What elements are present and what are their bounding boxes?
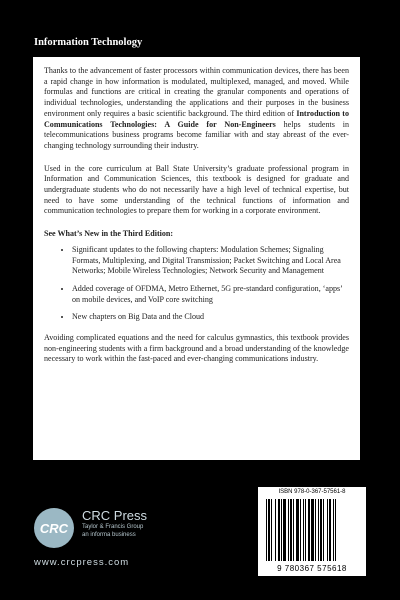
book-title: Introduction to Communications Technologies: A Guide for Non-Engineers xyxy=(44,108,349,129)
publisher-url[interactable]: www.crcpress.com xyxy=(34,557,130,568)
publisher-tagline: an informa business xyxy=(82,532,136,538)
barcode-digits: 9 780367 575618 xyxy=(277,564,347,573)
publisher-group: Taylor & Francis Group xyxy=(82,524,144,530)
category-label: Information Technology xyxy=(34,37,143,48)
description-paragraph-3: Avoiding complicated equations and the need for calculus gymnastics, this textbook provides non-engineering students with a firm background and a broad understanding of the knowledge necessary to work within the fast-paced and ever-changing communications industry. xyxy=(44,333,349,364)
description-paragraph-1 xyxy=(44,66,349,152)
new-features-list xyxy=(44,245,349,323)
publisher-name: CRC Press xyxy=(82,508,148,523)
list-item: • Added coverage of OFDMA, Metro Ethernet, 5G pre-standard configuration, ‘apps’ on mobile devices, and VoIP core switching xyxy=(72,284,349,305)
description-paragraph-2: Used in the core curriculum at Ball State University’s graduate professional program in Information and Communication Sciences, this textbook is designed for graduate and undergraduate students who do not necessarily have a high level of technical expertise, but need to have some understanding of the technical functions of information and communication technologies to prepare them for working in a corporate environment. xyxy=(44,163,349,216)
paragraph-text: Thanks to the advancement of faster processors within communication devices, there has been a rapid change in how information is modulated, multiplexed, managed, and moved. While formulas and functions are critical in creating the granular components and operations of individual technologies, understanding the applications and their purposes in the business environment only requires a basic scientific background. The third edition of xyxy=(44,66,349,118)
isbn-label: ISBN 978-0-367-57561-8 xyxy=(278,489,346,495)
list-item: • New chapters on Big Data and the Cloud xyxy=(72,312,349,323)
barcode-icon xyxy=(264,499,360,563)
crc-logo-icon: CRC xyxy=(34,508,74,548)
new-edition-heading: See What’s New in the Third Edition: xyxy=(44,229,174,239)
paragraph-text: helps students in telecommunications business programs become familiar with and stay abreast of the ever-changing technology surrounding their industry. xyxy=(44,119,349,150)
barcode-box xyxy=(258,487,366,576)
description-panel xyxy=(33,57,360,460)
list-item: • Significant updates to the following chapters: Modulation Schemes; Signaling Formats, Multiplexing, and Digital Transmission; Packet Switching and Local Area Networks; Mobile Wireless Technologies; Network Security and Management xyxy=(72,245,349,277)
